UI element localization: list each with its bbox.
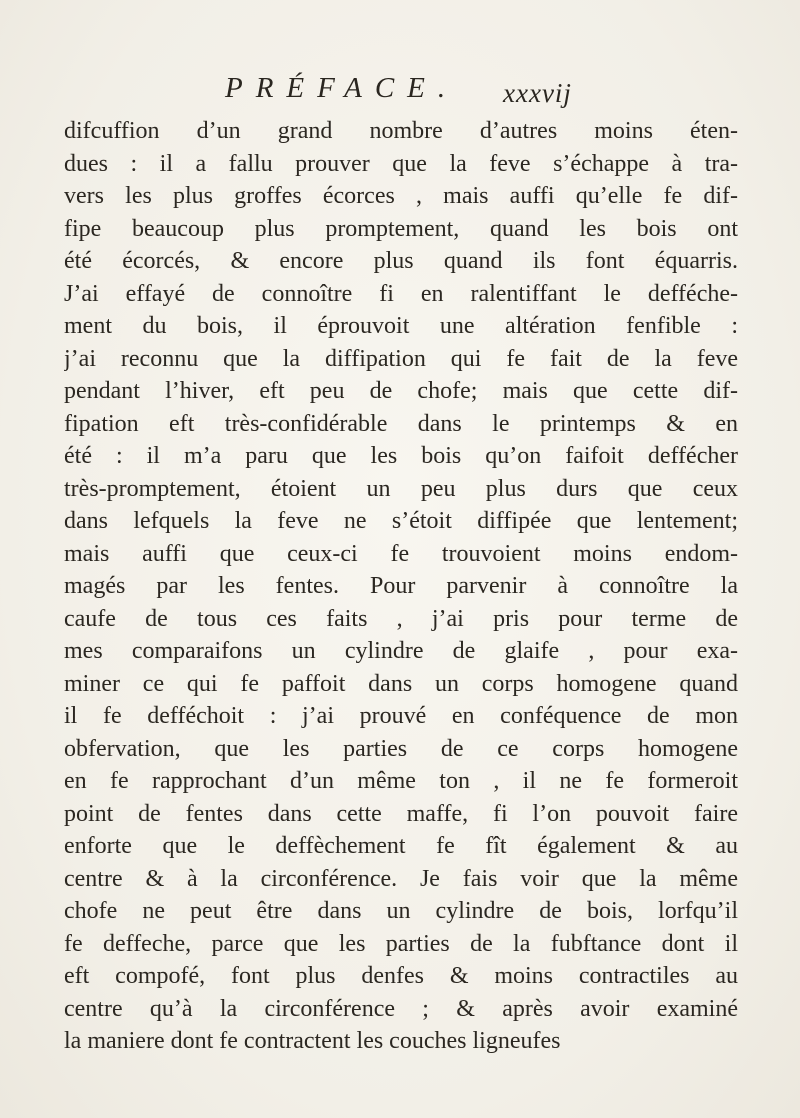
text-line: été écorcés, & encore plus quand ils font équarris. bbox=[64, 248, 738, 274]
text-line: vers les plus groffes écorces , mais auffi qu’elle fe dif- bbox=[64, 183, 738, 209]
text-line: obfervation, que les parties de ce corps homogene bbox=[64, 735, 738, 762]
text-line: fipation eft très-confidérable dans le printemps & en bbox=[64, 410, 738, 437]
text-line: eft compofé, font plus denfes & moins contractiles au bbox=[64, 963, 738, 989]
text-line: il fe defféchoit : j’ai prouvé en conféquence de mon bbox=[64, 703, 738, 729]
running-head bbox=[0, 72, 800, 112]
text-line: point de fentes dans cette maffe, fi l’on pouvoit faire bbox=[64, 800, 738, 827]
text-line: chofe ne peut être dans un cylindre de bois, lorfqu’il bbox=[64, 898, 738, 924]
body-text bbox=[64, 115, 738, 1058]
text-line: mes comparaifons un cylindre de glaife , pour exa- bbox=[64, 638, 738, 664]
text-line: fipe beaucoup plus promptement, quand les bois ont bbox=[64, 215, 738, 242]
text-line: été : il m’a paru que les bois qu’on faifoit deffécher bbox=[64, 443, 738, 469]
text-line: pendant l’hiver, eft peu de chofe; mais que cette dif- bbox=[64, 378, 738, 404]
text-line: ment du bois, il éprouvoit une altération fenfible : bbox=[64, 313, 738, 339]
text-line: enforte que le deffèchement fe fît également & au bbox=[64, 833, 738, 859]
text-line: caufe de tous ces faits , j’ai pris pour terme de bbox=[64, 605, 738, 632]
text-line: magés par les fentes. Pour parvenir à connoître la bbox=[64, 573, 738, 599]
text-line: mais auffi que ceux-ci fe trouvoient moins endom- bbox=[64, 540, 738, 567]
text-line: centre qu’à la circonférence ; & après avoir examiné bbox=[64, 995, 738, 1022]
text-line: très-promptement, étoient un peu plus durs que ceux bbox=[64, 475, 738, 502]
text-line: j’ai reconnu que la diffipation qui fe fait de la feve bbox=[64, 345, 738, 372]
text-line: la maniere dont fe contractent les couches ligneufes bbox=[64, 1028, 561, 1054]
running-title: PRÉFACE. bbox=[225, 72, 459, 104]
text-line: fe deffeche, parce que les parties de la fubftance dont il bbox=[64, 930, 738, 957]
text-line: J’ai effayé de connoître fi en ralentiffant le defféche- bbox=[64, 280, 738, 307]
text-line: miner ce qui fe paffoit dans un corps homogene quand bbox=[64, 670, 738, 697]
text-line: en fe rapprochant d’un même ton , il ne fe formeroit bbox=[64, 768, 738, 794]
page-number: xxxvij bbox=[503, 78, 572, 108]
text-line: difcuffion d’un grand nombre d’autres moins éten- bbox=[64, 118, 738, 144]
text-line: dans lefquels la feve ne s’étoit diffipée que lentement; bbox=[64, 508, 738, 534]
text-line: centre & à la circonférence. Je fais voir que la même bbox=[64, 865, 738, 892]
text-line: dues : il a fallu prouver que la feve s’échappe à tra- bbox=[64, 150, 738, 177]
